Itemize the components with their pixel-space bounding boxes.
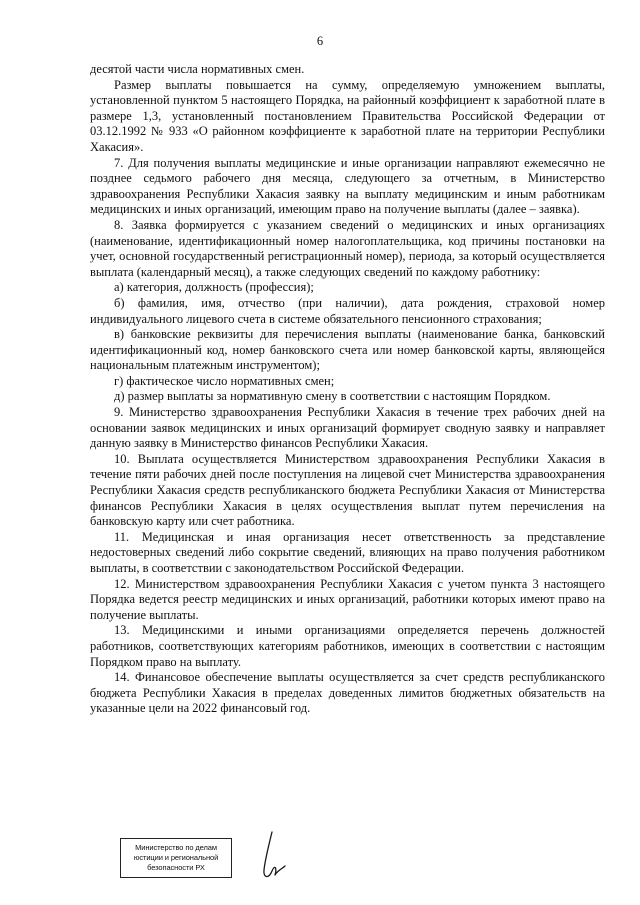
document-body bbox=[90, 62, 605, 717]
paragraph-item-9: 9. Министерство здравоохранения Республики Хакасия в течение трех рабочих дней на основании заявок медицинских и иных организаций формирует сводную заявку и направляет данную заявку в Министерство финансов Республики Хакасия. bbox=[90, 405, 605, 451]
registration-stamp bbox=[120, 838, 232, 878]
paragraph-item-7: 7. Для получения выплаты медицинские и иные организации направляют ежемесячно не позднее седьмого рабочего дня месяца, следующего за отчетным, в Министерство здравоохранения Республики Хакасия заявку на выплату медицинским и иным работникам медицинских и иных организаций, имеющим право на получение выплаты (далее – заявка). bbox=[90, 155, 605, 217]
paragraph-item-12: 12. Министерством здравоохранения Республики Хакасия с учетом пункта 3 настоящего Порядка ведется реестр медицинских и иных организаций, работники которых имеют право на получение выплаты. bbox=[90, 576, 605, 622]
subitem-v: в) банковские реквизиты для перечисления выплаты (наименование банка, банковский идентификационный код, номер банковского счета или номер банковской карты, являющейся национальным платежным инструментом); bbox=[90, 327, 605, 373]
stamp-line: безопасности РХ bbox=[147, 863, 205, 872]
paragraph-coefficient: Размер выплаты повышается на сумму, определяемую умножением выплаты, установленной пунктом 5 настоящего Порядка, на районный коэффициент к заработной плате в размере 1,3, установленный постановлением Правительства Российской Федерации от 03.12.1992 № 933 «О районном коэффициенте к заработной плате на территории Республики Хакасия». bbox=[90, 77, 605, 154]
stamp-line: Министерство по делам bbox=[135, 843, 217, 852]
paragraph-item-8: 8. Заявка формируется с указанием сведений о медицинских и иных организациях (наименование, идентификационный номер налогоплательщика, код причины постановки на учет, основной государственный регистрационный номер), периода, за который осуществляется выплата (календарный месяц), а также следующих сведений по каждому работнику: bbox=[90, 217, 605, 279]
stamp-line: юстиции и региональной bbox=[133, 853, 219, 862]
page-number: 6 bbox=[316, 34, 324, 48]
subitem-d: д) размер выплаты за нормативную смену в соответствии с настоящим Порядком. bbox=[114, 389, 551, 404]
paragraph-item-14: 14. Финансовое обеспечение выплаты осуществляется за счет средств республиканского бюджета Республики Хакасия в пределах доведенных лимитов бюджетных обязательств на указанные цели на 2022 финансовый год. bbox=[90, 670, 605, 716]
paragraph-continuation: десятой части числа нормативных смен. bbox=[90, 62, 305, 76]
signature-mark bbox=[252, 830, 288, 882]
paragraph-item-13: 13. Медицинскими и иными организациями определяется перечень должностей работников, соответствующих категориям работников, имеющих в соответствии с настоящим Порядком право на выплату. bbox=[90, 623, 605, 669]
paragraph-item-11: 11. Медицинская и иная организация несет ответственность за представление недостоверных сведений либо сокрытие сведений, влияющих на право получения работником выплаты, в соответствии с законодательством Российской Федерации. bbox=[90, 529, 605, 575]
subitem-a: а) категория, должность (профессия); bbox=[114, 280, 314, 295]
subitem-b: б) фамилия, имя, отчество (при наличии), дата рождения, страховой номер индивидуального лицевого счета в системе обязательного пенсионного страхования; bbox=[90, 295, 605, 326]
subitem-g: г) фактическое число нормативных смен; bbox=[114, 373, 335, 388]
paragraph-item-10: 10. Выплата осуществляется Министерством здравоохранения Республики Хакасия в течение пяти рабочих дней после поступления на лицевой счет Министерства здравоохранения Республики Хакасия средств республиканского бюджета Республики Хакасия от Министерства финансов Республики Хакасия в целях осуществления выплат путем перечисления на банковскую карту или счет работника. bbox=[90, 451, 605, 529]
